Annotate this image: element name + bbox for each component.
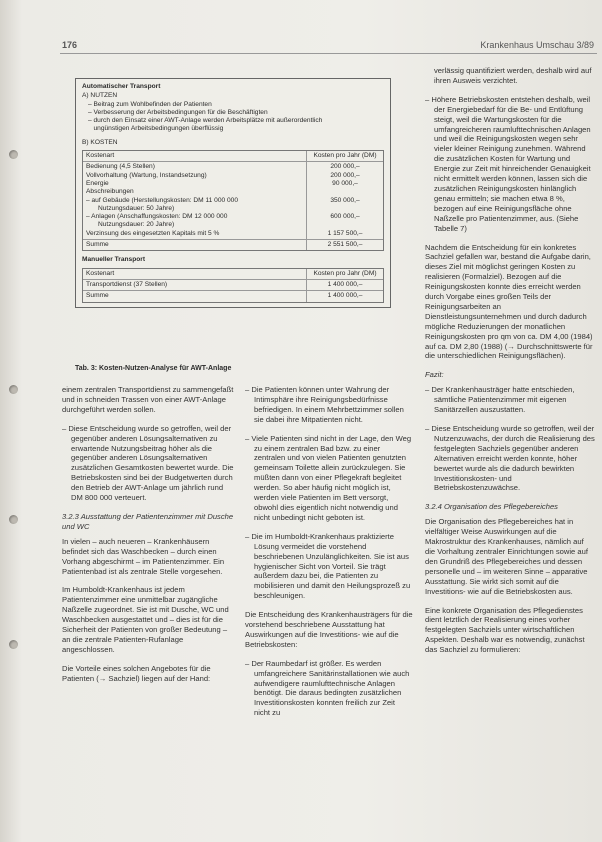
running-title: Krankenhaus Umschau 3/89 [480, 40, 594, 50]
nutzen-line: – Beitrag zum Wohlbefinden der Patienten [88, 100, 212, 108]
page-number: 176 [62, 40, 78, 50]
paragraph: Die Vorteile eines solchen Angebotes für die Patienten (→ Sachziel) liegen auf der Hand: [62, 663, 211, 683]
paragraph: – Viele Patienten sind nicht in der Lage, den Weg zu einem zentralen Bad bzw. zu einer zentralen und von vielen Patienten genutzten gemeinsam Toilette allein zurückzulegen. Sie müßten dann von einer Pflegekraft begleitet werden. So aber häufig nicht möglich ist, werden viele Patienten im Bett versorgt, obwohl dies eigentlich nicht notwendig und nicht unbedingt nicht geboten ist. [245, 433, 412, 522]
paragraph: einem zentralen Transportdienst zu sammengefaßt und in schneiden Trassen von einer AWT-Anlage durchgeführt werden sollen. [62, 385, 234, 414]
paragraph: In vielen – auch neueren – Krankenhäusern befindet sich das Waschbecken – durch einen Vorhang abgeschirmt – im Patientenzimmer. Ein Patientenbad ist als zentrale Stelle vorgesehen. [62, 536, 225, 576]
header-rule [60, 53, 597, 54]
table-cell: Bedienung (4,5 Stellen) [86, 163, 155, 171]
paragraph: verlässig quantifiziert werden, deshalb wird auf ihren Ausweis verzichtet. [434, 66, 592, 85]
text-column-1 [62, 385, 234, 693]
paragraph: Im Humboldt-Krankenhaus ist jedem Patientenzimmer eine unmittelbar zugängliche Naßzelle zugeordnet. Sie ist mit Dusche, WC und Waschbecken ausgestattet und – dies ist für die Sicherheit der Patienten von großer Bedeutung – an die zentrale Patienten-Rufanlage angeschlossen. [62, 585, 229, 654]
paragraph: Die Entscheidung des Krankenhausträgers für die vorstehend beschriebene Ausstattung hat Auswirkungen auf die Investitions- wie auf die Betriebskosten: [245, 610, 413, 649]
kosten-grid-a [82, 150, 384, 251]
section-heading: 3.2.3 Ausstattung der Patientenzimmer mit Dusche und WC [62, 511, 234, 531]
summe-label: Summe [86, 241, 109, 249]
table-cell: Abschreibungen [86, 188, 134, 196]
summe-row [83, 290, 383, 301]
section-manual-title: Manueller Transport [82, 256, 146, 264]
summe-value: 2 551 500,– [306, 240, 383, 250]
cost-benefit-table [75, 78, 391, 308]
text-column-2 [245, 385, 413, 727]
punch-hole [9, 385, 18, 394]
punch-hole [9, 640, 18, 649]
table-cell: Verzinsung des eingesetzten Kapitals mit 5 % [86, 229, 220, 237]
kosten-grid-b [82, 268, 384, 303]
table-cell [310, 221, 380, 229]
table-cell: Transportdienst (37 Stellen) [86, 280, 168, 288]
table-cell: 200 000,– [330, 171, 360, 179]
table-header-row [83, 151, 383, 161]
table-cell: 1 157 500,– [327, 229, 363, 237]
nutzen-heading: A) NUTZEN [82, 92, 118, 100]
summe-row [83, 239, 383, 250]
table-cell: – Anlagen (Anschaffungskosten: DM 12 000 000 [86, 213, 228, 221]
paragraph: – Diese Entscheidung wurde so getroffen, weil der Nutzenzuwachs, der durch die Realisierung des festgelegten Sachziels gegenüber anderen Alternativen erreicht werden konnte, höher bewertet wurde als die dadurch bewirkten Investitionskosten- und Betriebskostenzuwächse. [425, 424, 595, 493]
kosten-heading: B) KOSTEN [82, 138, 118, 146]
summe-value: 1 400 000,– [306, 291, 383, 301]
table-cell: Nutzungsdauer: 50 Jahre) [98, 204, 175, 212]
nutzen-line: ungünstigen Arbeitsbedingungen überflüssig [88, 125, 224, 133]
table-header-row [83, 269, 383, 279]
punch-hole [9, 515, 18, 524]
table-cell: 1 400 000,– [306, 280, 383, 290]
nutzen-line: – durch den Einsatz einer AWT-Anlage werden Arbeitsplätze mit außerordentlich [88, 117, 323, 125]
summe-label: Summe [86, 292, 109, 300]
table-cell: – auf Gebäude (Herstellungskosten: DM 11 000 000 [86, 196, 238, 204]
table-cell: 350 000,– [330, 196, 360, 204]
paragraph: – Die Patienten können unter Wahrung der Intimsphäre ihre Reinigungsbedürfnisse befriedigen. In einem Mehrbettzimmer sollen sie dabei ihre Mitpatienten nicht. [245, 385, 404, 424]
fazit-heading: Fazit: [425, 370, 444, 380]
paragraph: – Diese Entscheidung wurde so getroffen, weil der gegenüber anderen Lösungsalternativen zu erwartende Nutzungsbeitrag höher als die gegenüber anderen Lösungsalternativen zusätzlichen Gesamtkosten bewertet wurde. Die Betriebskosten sind bei der Budgetwerten durch den Betrieb der AWT-Anlage um jährlich rund DM 800 000 verteuert. [62, 423, 234, 503]
table-row [83, 279, 383, 290]
paragraph: Nachdem die Entscheidung für ein konkretes Sachziel gefallen war, bestand die Aufgabe darin, dieses Ziel mit möglichst geringen Kosten zu realisieren (Formalziel). Bezogen auf die Reinigungskosten konnte dies erreicht werden durch Vorgabe eines großen Teils der Reinigungsarbeiten an Dienstleistungsunternehmen und durch dadurch mögliche Reduzierungen der monatlichen Reinigungskosten pro qm von ca. DM 4,00 (1984) auf ca. DM 2,80 (1988) (→ Durchschnittswerte für die unterschiedlichen Reinigungsflächen). [425, 242, 593, 361]
table-body [83, 161, 383, 239]
paragraph: – Höhere Betriebskosten entstehen deshalb, weil der Energiebedarf für die Be- und Entlüftung steigt, weil die Wartungskosten für die umfangreicheren raumlufttechnischen Anlagen und weil die Reinigungskosten wegen sehr vieler kleiner Reinigung zunehmen. Während die zusätzlichen Kosten für Wartung und Energie zur Zeit mit hinreichender Genauigkeit nicht ermittelt werden können, lassen sich die zusätzlichen Reinigungskosten hinlänglich genau ermitteln; sie machen etwa 8 %, bezogen auf eine Reinigungsfläche ohne Naßzelle pro Patientenzimmer, aus. (Siehe Tabelle 7) [425, 94, 591, 233]
text-column-3 [425, 66, 595, 664]
table-cell: 200 000,– [330, 163, 360, 171]
paragraph: – Die im Humboldt-Krankenhaus praktizierte Lösung vermeidet die vorstehend beschriebenen Unzulänglichkeiten. Sie ist aus hygienischer Sicht von Vorteil. Sie trägt außerdem dazu bei, die Patienten zu mobilisieren und damit den Heilungsprozeß zu beschleunigen. [245, 531, 411, 601]
col-kosten-jahr: Kosten pro Jahr (DM) [306, 269, 383, 279]
paragraph: Eine konkrete Organisation des Pflegedienstes dient letztlich der Realisierung eines vorher festgelegten Sachziels unter wirtschaftlichen Aspekten. Deshalb war es notwendig, zunächst das Sachziel zu formulieren: [425, 605, 585, 655]
col-kosten-jahr: Kosten pro Jahr (DM) [306, 151, 383, 161]
paragraph: Die Organisation des Pflegebereiches hat in vielfältiger Weise Auswirkungen auf die Makrostruktur des Krankenhauses, nämlich auf die Vorhaltung zentraler Einrichtungen sowie auf den Grundriß des Pflegebereiches und dessen personelle und – im weiteren Sinne – apparative Ausstattung. Sie wirkt sich somit auf die Investitions- wie auf die Betriebskosten aus. [425, 517, 588, 596]
punch-hole [9, 150, 18, 159]
nutzen-line: – Verbesserung der Arbeitsbedingungen für die Beschäftigten [88, 108, 268, 116]
paragraph: – Der Raumbedarf ist größer. Es werden umfangreichere Sanitärinstallationen wie auch aufwendigere raumlufttechnische Anlagen benötigt. Die daraus bedingten zusätzlichen Investitionskosten konnten freilich zur Zeit nicht zu [245, 658, 410, 718]
table-cell: Energie [86, 179, 109, 187]
table-cell: Nutzungsdauer: 20 Jahre) [98, 221, 175, 229]
section-heading: 3.2.4 Organisation des Pflegebereiches [425, 502, 558, 512]
table-cell: 90 000,– [332, 179, 358, 187]
col-kostenart: Kostenart [86, 152, 115, 160]
col-kostenart: Kostenart [86, 269, 115, 277]
table-cell [310, 205, 380, 213]
section-automatic-title: Automatischer Transport [82, 83, 161, 90]
table-cell [310, 188, 380, 196]
table-caption: Tab. 3: Kosten-Nutzen-Analyse für AWT-Anlage [75, 365, 232, 372]
paragraph: – Der Krankenhausträger hatte entschieden, sämtliche Patientenzimmer mit eigenen Sanitärzellen auszustatten. [425, 385, 575, 415]
table-cell: 600 000,– [330, 213, 360, 221]
table-cell: Vollvorhaltung (Wartung, Instandsetzung) [86, 171, 207, 179]
